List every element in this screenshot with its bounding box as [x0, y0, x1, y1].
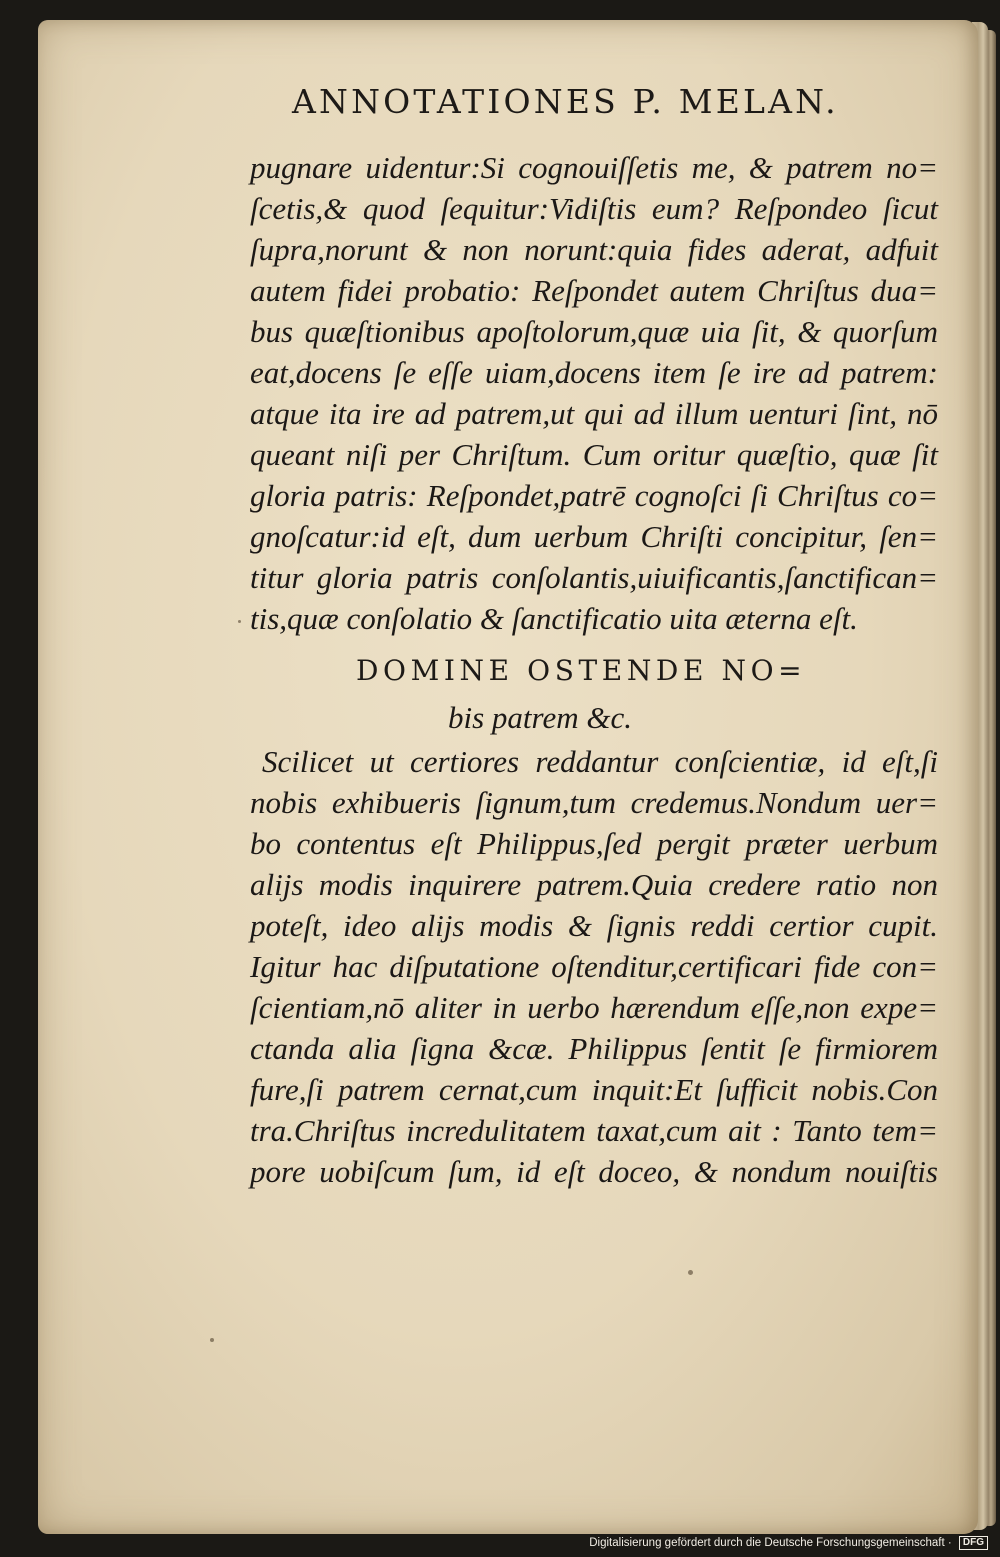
text-line: fure,ſi patrem cernat,cum inquit:Et ſufficit nobis.Con — [250, 1072, 938, 1107]
text-line: ſupra,norunt & non norunt:quia fides aderat, adfuit — [250, 232, 938, 267]
running-head: ANNOTATIONES P. MELAN. — [292, 82, 839, 121]
text-line: tra.Chriſtus incredulitatem taxat,cum ait : Tanto tem= — [250, 1113, 938, 1148]
text-line: titur gloria patris conſolantis,uiuificantis,ſanctifican= — [250, 560, 938, 595]
text-line: bo contentus eſt Philippus,ſed pergit præter uerbum — [250, 826, 938, 861]
text-line: nobis exhibueris ſignum,tum credemus.Nondum uer= — [250, 785, 938, 820]
section-heading-continuation: bis patrem &c. — [448, 700, 632, 735]
text-line: Igitur hac diſputatione oſtenditur,certificari fide con= — [250, 949, 938, 984]
funding-note-text: Digitalisierung gefördert durch die Deutsche Forschungsgemeinschaft · — [589, 1537, 952, 1550]
text-line: ctanda alia ſigna &cæ. Philippus ſentit ſe firmiorem — [250, 1031, 938, 1066]
paper-spot — [238, 620, 241, 623]
text-line: poteſt, ideo alijs modis & ſignis reddi certior cupit. — [250, 908, 938, 943]
paper-spot — [210, 1338, 214, 1342]
text-line: bus quæſtionibus apoſtolorum,quæ uia ſit, & quorſum — [250, 314, 938, 349]
text-line: atque ita ire ad patrem,ut qui ad illum uenturi ſint, nō — [250, 396, 938, 431]
paper-spot — [688, 1270, 693, 1275]
text-line: alijs modis inquirere patrem.Quia credere ratio non — [250, 867, 938, 902]
section-heading: DOMINE OSTENDE NO= — [356, 654, 807, 687]
text-line: gloria patris: Reſpondet,patrē cognoſci ſi Chriſtus co= — [250, 478, 938, 513]
text-line: pugnare uidentur:Si cognouiſſetis me, & patrem no= — [250, 150, 938, 185]
funding-note — [589, 1536, 988, 1550]
dfg-logo: DFG — [959, 1536, 988, 1550]
text-line: autem fidei probatio: Reſpondet autem Chriſtus dua= — [250, 273, 938, 308]
text-line: queant niſi per Chriſtum. Cum oritur quæſtio, quæ ſit — [250, 437, 938, 472]
text-line: tis,quæ conſolatio & ſanctificatio uita æterna eſt. — [250, 601, 858, 636]
text-line: pore uobiſcum ſum, id eſt doceo, & nondum nouiſtis — [250, 1154, 938, 1189]
text-line: eat,docens ſe eſſe uiam,docens item ſe ire ad patrem: — [250, 355, 938, 390]
text-line: gnoſcatur:id eſt, dum uerbum Chriſti concipitur, ſen= — [250, 519, 938, 554]
text-line: Scilicet ut certiores reddantur conſcientiæ, id eſt,ſi — [262, 744, 938, 779]
text-line: ſcientiam,nō aliter in uerbo hærendum eſſe,non expe= — [250, 990, 938, 1025]
text-line: ſcetis,& quod ſequitur:Vidiſtis eum? Reſpondeo ſicut — [250, 191, 938, 226]
